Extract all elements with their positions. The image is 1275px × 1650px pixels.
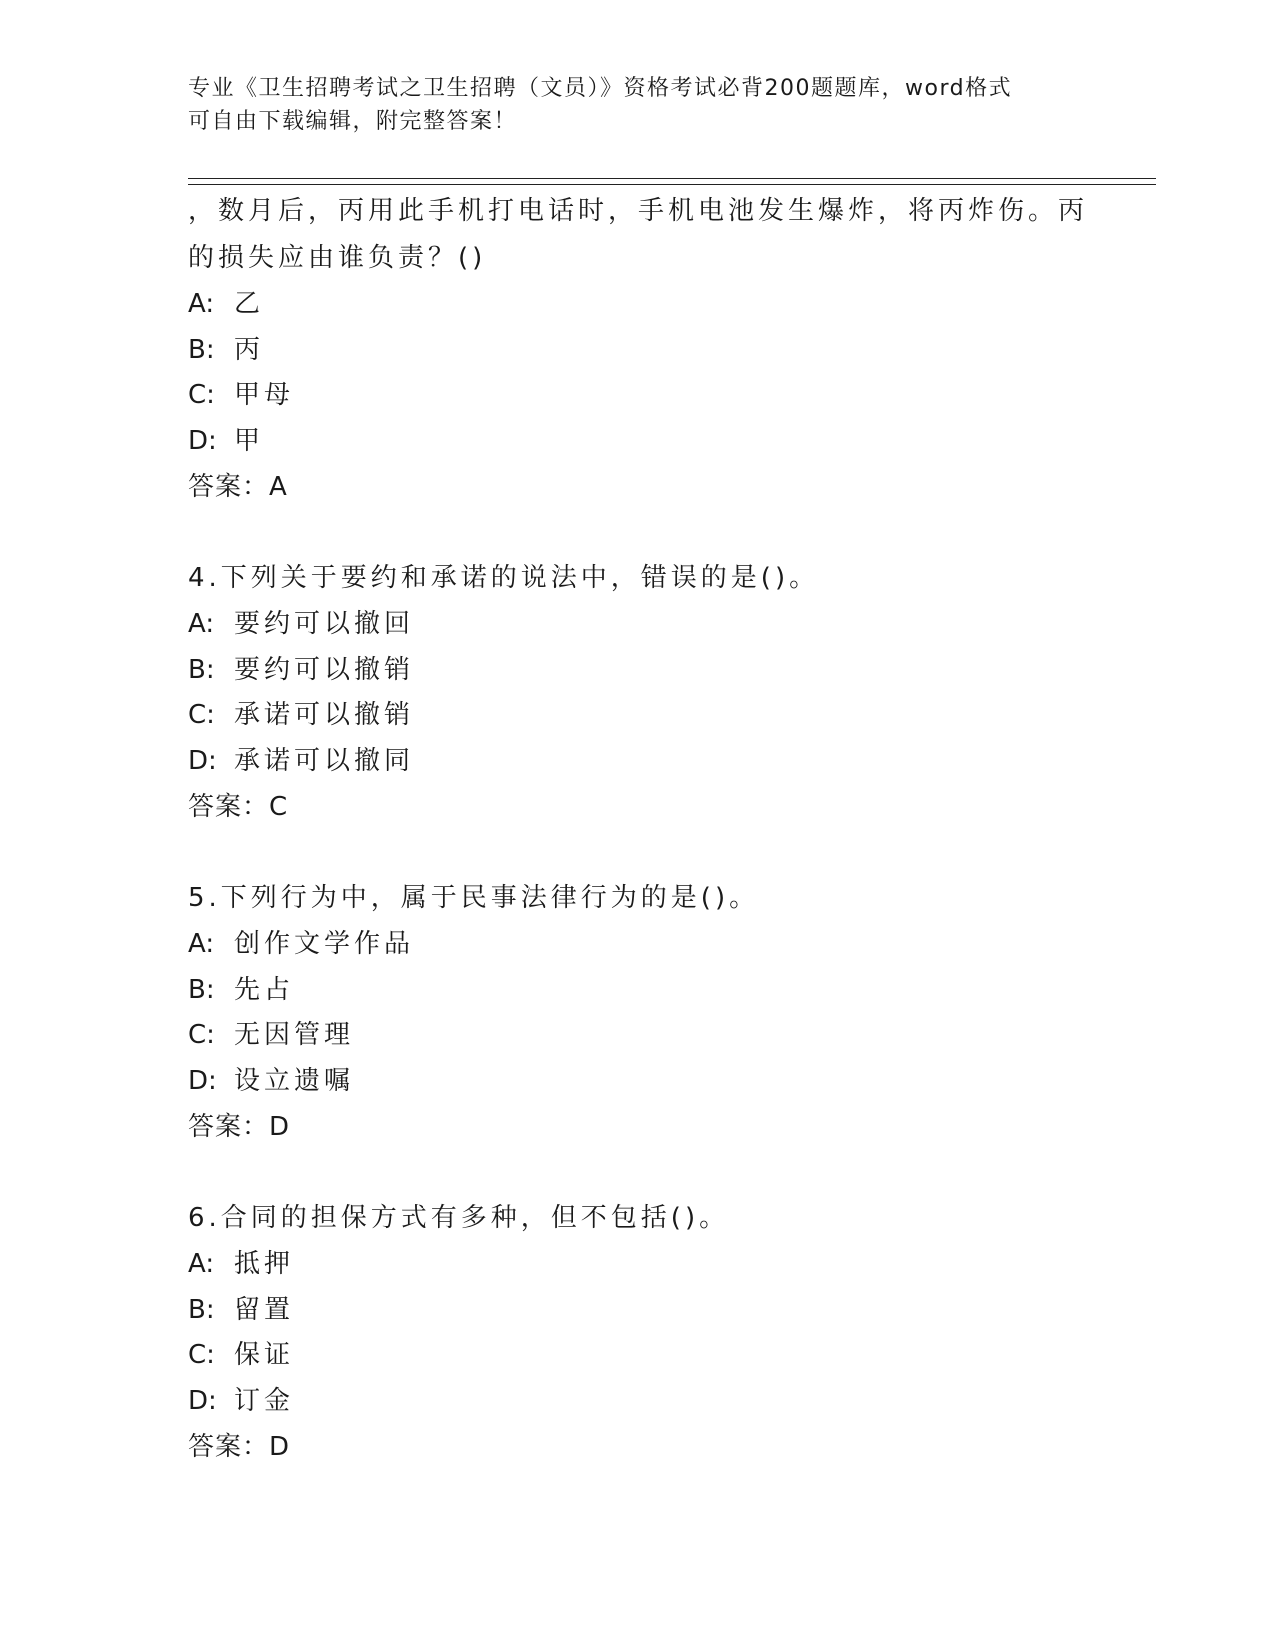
option-text: 承诺可以撤同	[234, 745, 415, 776]
option-b	[188, 1288, 1088, 1334]
answer-line: 答案：A	[188, 472, 288, 502]
option-a	[188, 602, 1088, 648]
option-text: 抵押	[234, 1249, 295, 1279]
option-letter: C:	[188, 380, 215, 410]
option-letter: C:	[188, 1340, 215, 1370]
option-text: 要约可以撤销	[234, 654, 415, 685]
option-b	[188, 968, 1088, 1014]
option-c	[188, 693, 1088, 739]
option-text: 订金	[234, 1385, 295, 1416]
question-5	[188, 875, 1088, 1150]
option-letter: C:	[188, 1020, 215, 1050]
document-header	[188, 72, 1088, 138]
option-text: 乙	[234, 289, 265, 319]
header-divider-bottom	[188, 184, 1156, 185]
option-letter: B:	[188, 974, 215, 1005]
option-a	[188, 1242, 1088, 1288]
question-3-continued	[188, 188, 1088, 510]
answer-line: 答案：D	[188, 1432, 291, 1462]
option-text: 承诺可以撤销	[234, 700, 415, 730]
option-letter: B:	[188, 654, 215, 685]
option-text: 先占	[234, 974, 295, 1005]
option-letter: B:	[188, 1294, 215, 1325]
option-a	[188, 282, 1088, 328]
option-letter: A:	[188, 1249, 215, 1279]
option-letter: D:	[188, 1065, 217, 1096]
option-d	[188, 739, 1088, 785]
option-c	[188, 1333, 1088, 1379]
question-stem: 6.合同的担保方式有多种，但不包括()。	[188, 1203, 730, 1233]
option-c	[188, 373, 1088, 419]
question-stem-line: 的损失应由谁负责？()	[188, 243, 487, 273]
option-b	[188, 328, 1088, 374]
option-letter: A:	[188, 609, 215, 639]
option-text: 甲	[234, 425, 265, 456]
header-title-line-1: 专业《卫生招聘考试之卫生招聘（文员）》资格考试必背200题题库，word格式	[188, 76, 1013, 101]
option-d	[188, 1059, 1088, 1105]
option-letter: D:	[188, 425, 217, 456]
option-text: 留置	[234, 1294, 295, 1325]
option-text: 丙	[234, 334, 265, 365]
option-letter: A:	[188, 289, 215, 319]
option-text: 要约可以撤回	[234, 609, 415, 639]
option-letter: D:	[188, 1385, 217, 1416]
option-text: 无因管理	[234, 1020, 355, 1050]
header-title-line-2: 可自由下载编辑，附完整答案！	[188, 109, 518, 134]
header-divider-top	[188, 178, 1156, 179]
question-6	[188, 1195, 1088, 1470]
question-content	[188, 188, 1088, 1470]
option-text: 设立遗嘱	[234, 1065, 355, 1096]
option-c	[188, 1013, 1088, 1059]
question-stem-line: ，数月后，丙用此手机打电话时，手机电池发生爆炸，将丙炸伤。丙	[188, 196, 1089, 226]
option-b	[188, 648, 1088, 694]
option-text: 甲母	[234, 380, 295, 410]
question-stem: 4.下列关于要约和承诺的说法中，错误的是()。	[188, 563, 820, 593]
option-letter: B:	[188, 334, 215, 365]
option-a	[188, 922, 1088, 968]
option-letter: A:	[188, 929, 215, 959]
question-4	[188, 555, 1088, 830]
answer-line: 答案：C	[188, 792, 289, 822]
option-d	[188, 419, 1088, 465]
option-text: 创作文学作品	[234, 929, 415, 959]
option-letter: D:	[188, 745, 217, 776]
question-stem: 5.下列行为中，属于民事法律行为的是()。	[188, 883, 760, 913]
option-text: 保证	[234, 1340, 295, 1370]
answer-line: 答案：D	[188, 1112, 291, 1142]
option-d	[188, 1379, 1088, 1425]
option-letter: C:	[188, 700, 215, 730]
